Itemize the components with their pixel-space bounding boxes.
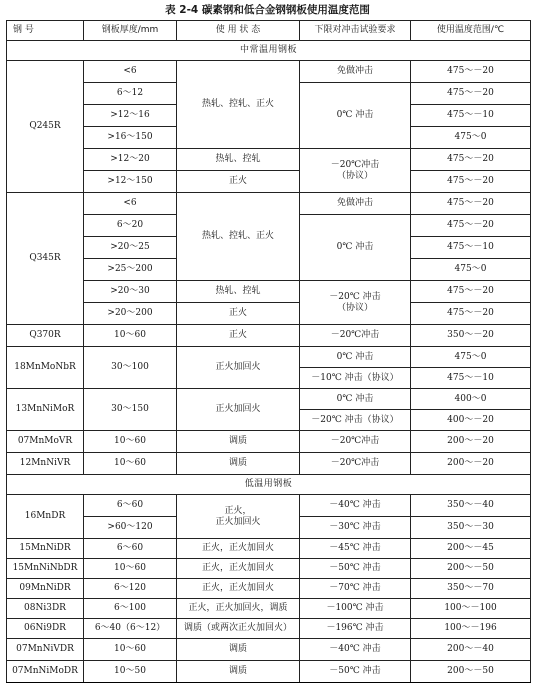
impact-cell: 免做冲击 xyxy=(300,193,411,215)
header-row xyxy=(7,21,531,41)
grade-cell: 07MnNiVDR xyxy=(7,639,84,661)
temp-cell: 475～－20 xyxy=(411,61,531,83)
impact-cell: －20℃ 冲击（协议） xyxy=(300,410,411,431)
state-cell: 正火 xyxy=(177,325,300,347)
state-cell: 正火，正火加回火 xyxy=(177,579,300,599)
grade-cell: 15MnNiDR xyxy=(7,539,84,559)
temp-cell: 100～－100 xyxy=(411,599,531,619)
table-row xyxy=(7,453,531,475)
temp-cell: 475～－20 xyxy=(411,149,531,171)
thickness-cell: 10～60 xyxy=(84,431,177,453)
state-cell: 正火，正火加回火 xyxy=(177,559,300,579)
grade-cell: 15MnNiNbDR xyxy=(7,559,84,579)
thickness-cell: 6～60 xyxy=(84,495,177,517)
header-grade: 钢 号 xyxy=(7,21,84,41)
state-cell: 调质（或两次正火加回火） xyxy=(177,619,300,639)
grade-cell: 07MnNiMoDR xyxy=(7,661,84,683)
thickness-cell: >16～150 xyxy=(84,127,177,149)
grade-cell: 12MnNiVR xyxy=(7,453,84,475)
state-cell: 调质 xyxy=(177,453,300,475)
grade-cell: 06Ni9DR xyxy=(7,619,84,639)
grade-cell: 08Ni3DR xyxy=(7,599,84,619)
temp-cell: 475～0 xyxy=(411,127,531,149)
table-row xyxy=(7,579,531,599)
table-row xyxy=(7,639,531,661)
state-line: 正火加回火 xyxy=(215,516,261,527)
impact-cell xyxy=(300,149,411,193)
thickness-cell: >60～120 xyxy=(84,517,177,539)
impact-cell: 0℃ 冲击 xyxy=(300,83,411,149)
table-row xyxy=(7,599,531,619)
table-row xyxy=(7,539,531,559)
impact-cell: －40℃ 冲击 xyxy=(300,495,411,517)
temp-cell: 475～－10 xyxy=(411,105,531,127)
state-cell: 调质 xyxy=(177,431,300,453)
thickness-cell: 6～20 xyxy=(84,215,177,237)
table-row xyxy=(7,389,531,410)
impact-cell: －30℃ 冲击 xyxy=(300,517,411,539)
thickness-cell: 6～100 xyxy=(84,599,177,619)
temp-cell: 350～－30 xyxy=(411,517,531,539)
state-cell: 调质 xyxy=(177,639,300,661)
state-cell: 正火加回火 xyxy=(177,389,300,431)
section-title-medium: 中常温用钢板 xyxy=(7,41,531,61)
temp-cell: 475～－20 xyxy=(411,193,531,215)
thickness-cell: >20～30 xyxy=(84,281,177,303)
table-row xyxy=(7,193,531,215)
thickness-cell: 6～60 xyxy=(84,539,177,559)
state-cell: 正火，正火加回火 xyxy=(177,539,300,559)
agreement-note: （协议） xyxy=(336,302,373,313)
thickness-cell: >12～150 xyxy=(84,171,177,193)
thickness-cell: >20～25 xyxy=(84,237,177,259)
state-cell xyxy=(177,495,300,539)
thickness-cell: 10～60 xyxy=(84,453,177,475)
temp-cell: 475～－20 xyxy=(411,215,531,237)
impact-cell: －50℃ 冲击 xyxy=(300,661,411,683)
thickness-cell: 10～60 xyxy=(84,559,177,579)
impact-text: －20℃ 冲击 xyxy=(329,292,381,302)
table-row xyxy=(7,495,531,517)
thickness-cell: <6 xyxy=(84,61,177,83)
header-thickness: 钢板厚度/mm xyxy=(84,21,177,41)
impact-cell: －40℃ 冲击 xyxy=(300,639,411,661)
temp-cell: 200～－20 xyxy=(411,453,531,475)
temp-cell: 400～0 xyxy=(411,389,531,410)
grade-cell: 16MnDR xyxy=(7,495,84,539)
thickness-cell: >25～200 xyxy=(84,259,177,281)
impact-cell xyxy=(300,281,411,325)
temp-cell: 475～－10 xyxy=(411,237,531,259)
temp-cell: 200～－20 xyxy=(411,431,531,453)
agreement-note: （协议） xyxy=(336,170,373,181)
temp-cell: 350～－70 xyxy=(411,579,531,599)
thickness-cell: 6～12 xyxy=(84,83,177,105)
temp-cell: 475～－20 xyxy=(411,281,531,303)
state-cell: 热轧、控轧 xyxy=(177,281,300,303)
table-row xyxy=(7,281,531,303)
temp-cell: 475～－20 xyxy=(411,83,531,105)
thickness-cell: <6 xyxy=(84,193,177,215)
impact-cell: －20℃冲击 xyxy=(300,453,411,475)
temp-cell: 350～－40 xyxy=(411,495,531,517)
section-row-low xyxy=(7,475,531,495)
thickness-cell: 6～40（6～12） xyxy=(84,619,177,639)
thickness-cell: 30～150 xyxy=(84,389,177,431)
state-cell: 正火 xyxy=(177,303,300,325)
state-cell: 调质 xyxy=(177,661,300,683)
header-temp: 使用温度范围/℃ xyxy=(411,21,531,41)
impact-cell: 0℃ 冲击 xyxy=(300,389,411,410)
impact-cell: －45℃ 冲击 xyxy=(300,539,411,559)
thickness-cell: 6～120 xyxy=(84,579,177,599)
state-cell: 热轧、控轧、正火 xyxy=(177,193,300,281)
state-cell: 正火加回火 xyxy=(177,347,300,389)
section-row-medium xyxy=(7,41,531,61)
temp-cell: 100～－196 xyxy=(411,619,531,639)
state-cell: 正火 xyxy=(177,171,300,193)
thickness-cell: >12～20 xyxy=(84,149,177,171)
thickness-cell: 10～60 xyxy=(84,639,177,661)
impact-cell: 0℃ 冲击 xyxy=(300,347,411,368)
thickness-cell: 30～100 xyxy=(84,347,177,389)
impact-cell: －50℃ 冲击 xyxy=(300,559,411,579)
temp-cell: 475～0 xyxy=(411,347,531,368)
state-line: 正火， xyxy=(224,506,252,516)
table-row xyxy=(7,171,531,193)
table-row xyxy=(7,149,531,171)
temp-cell: 475～－20 xyxy=(411,171,531,193)
temp-cell: 200～－50 xyxy=(411,559,531,579)
grade-cell: 07MnMoVR xyxy=(7,431,84,453)
state-cell: 热轧、控轧、正火 xyxy=(177,61,300,149)
grade-cell: 18MnMoNbR xyxy=(7,347,84,389)
impact-cell: 免做冲击 xyxy=(300,61,411,83)
grade-cell: Q370R xyxy=(7,325,84,347)
grade-cell: Q345R xyxy=(7,193,84,325)
state-cell: 热轧、控轧 xyxy=(177,149,300,171)
grade-cell: Q245R xyxy=(7,61,84,193)
grade-cell: 09MnNiDR xyxy=(7,579,84,599)
state-cell: 正火，正火加回火，调质 xyxy=(177,599,300,619)
thickness-cell: >12～16 xyxy=(84,105,177,127)
table-row xyxy=(7,61,531,83)
table-title: 表 2-4 碳素钢和低合金钢钢板使用温度范围 xyxy=(165,4,370,16)
thickness-cell: 10～50 xyxy=(84,661,177,683)
impact-cell: －70℃ 冲击 xyxy=(300,579,411,599)
impact-cell: －10℃ 冲击（协议） xyxy=(300,368,411,389)
temp-cell: 475～－10 xyxy=(411,368,531,389)
temp-cell: 200～－45 xyxy=(411,539,531,559)
impact-cell: －20℃冲击 xyxy=(300,325,411,347)
table-row xyxy=(7,303,531,325)
table-row xyxy=(7,325,531,347)
section-title-low: 低温用钢板 xyxy=(7,475,531,495)
temp-cell: 475～0 xyxy=(411,259,531,281)
temp-cell: 200～－50 xyxy=(411,661,531,683)
table-row xyxy=(7,431,531,453)
temperature-range-table xyxy=(6,20,531,683)
impact-text: －20℃冲击 xyxy=(330,160,380,170)
impact-cell: －196℃ 冲击 xyxy=(300,619,411,639)
table-row xyxy=(7,619,531,639)
table-row xyxy=(7,661,531,683)
grade-cell: 13MnNiMoR xyxy=(7,389,84,431)
thickness-cell: 10～60 xyxy=(84,325,177,347)
impact-cell: －20℃冲击 xyxy=(300,431,411,453)
table-row xyxy=(7,559,531,579)
header-impact: 下限对冲击试验要求 xyxy=(300,21,411,41)
impact-cell: 0℃ 冲击 xyxy=(300,215,411,281)
temp-cell: 200～－40 xyxy=(411,639,531,661)
temp-cell: 400～－20 xyxy=(411,410,531,431)
header-state: 使 用 状 态 xyxy=(177,21,300,41)
temp-cell: 350～－20 xyxy=(411,325,531,347)
table-row xyxy=(7,347,531,368)
impact-cell: －100℃ 冲击 xyxy=(300,599,411,619)
temp-cell: 475～－20 xyxy=(411,303,531,325)
thickness-cell: >20～200 xyxy=(84,303,177,325)
